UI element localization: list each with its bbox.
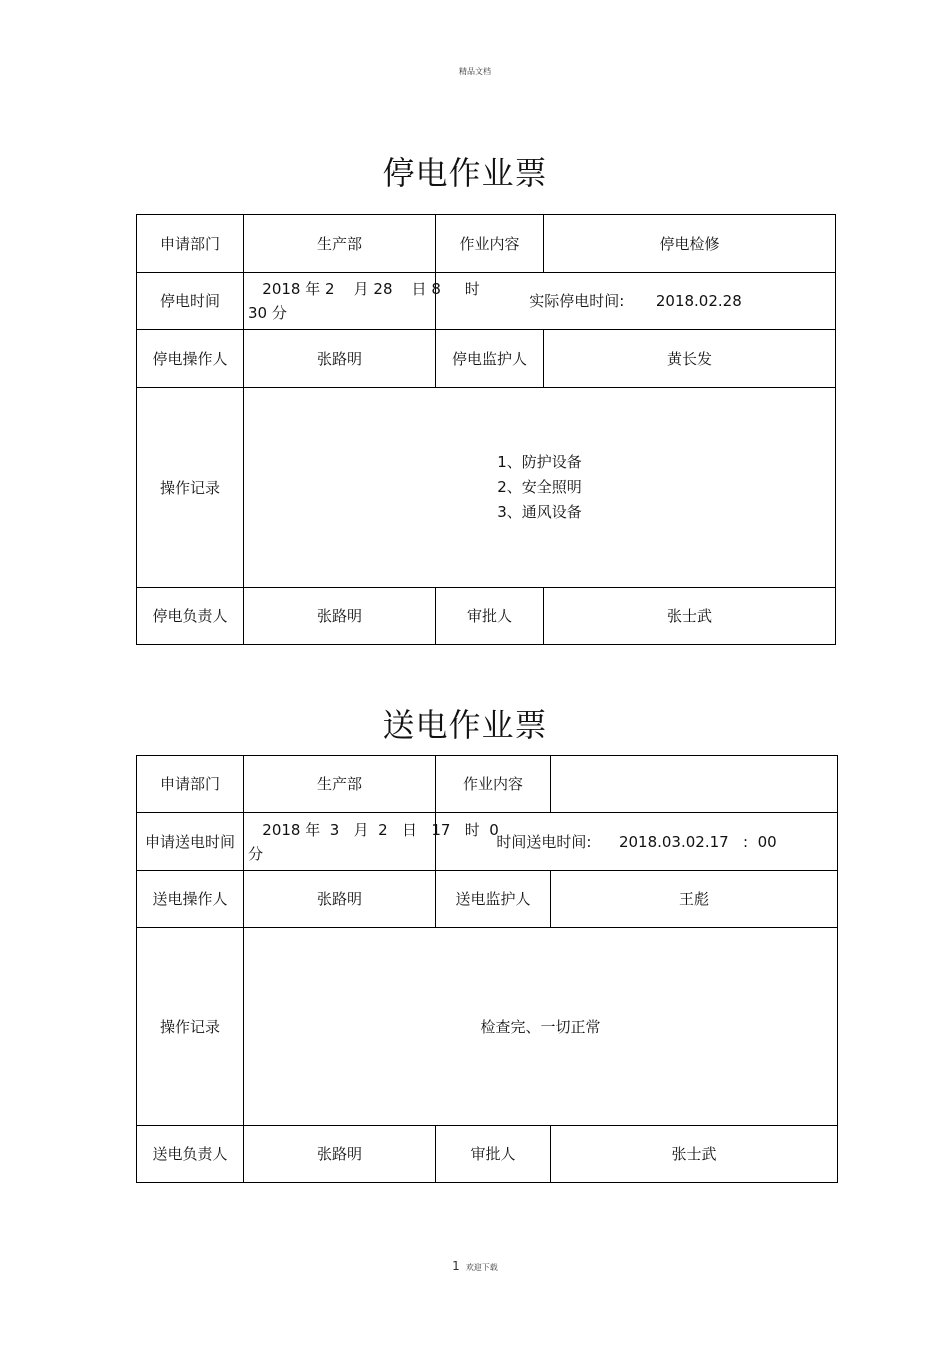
record-value: [244, 388, 836, 588]
operator-value: 张路明: [244, 871, 436, 928]
operator-label: 停电操作人: [137, 330, 244, 388]
record-item: 2、安全照明: [497, 478, 582, 496]
actual-time-value: 2018.03.02.17 : 00: [618, 832, 777, 851]
leader-value: 张路明: [244, 588, 436, 645]
leader-value: 张路明: [244, 1126, 436, 1183]
guardian-label: 停电监护人: [436, 330, 544, 388]
leader-label: 送电负责人: [137, 1126, 244, 1183]
approver-value: 张士武: [551, 1126, 838, 1183]
actual-time-label: 实际停电时间:: [529, 292, 625, 310]
page-number: 1: [452, 1259, 460, 1273]
footer-text: 欢迎下载: [465, 1263, 498, 1272]
content-value: 停电检修: [544, 215, 836, 273]
record-item: 1、防护设备: [497, 453, 582, 471]
guardian-label: 送电监护人: [436, 871, 551, 928]
time-value: [244, 813, 499, 871]
header-note: 精品文档: [459, 67, 491, 76]
record-label: 操作记录: [137, 928, 244, 1126]
content-value: [551, 756, 838, 813]
actual-time-label: 时间送电时间:: [496, 832, 592, 851]
record-value: 检查完、一切正常: [244, 928, 838, 1126]
time-label: 停电时间: [137, 273, 244, 330]
dept-value: 生产部: [244, 756, 436, 813]
power-off-ticket-title: 停电作业票: [382, 154, 548, 192]
operator-label: 送电操作人: [137, 871, 244, 928]
leader-label: 停电负责人: [137, 588, 244, 645]
record-label: 操作记录: [137, 388, 244, 588]
dept-label: 申请部门: [137, 215, 244, 273]
record-item: 3、通风设备: [497, 503, 582, 521]
guardian-value: 王彪: [551, 871, 838, 928]
operator-value: 张路明: [244, 330, 436, 388]
actual-time-value: 2018.02.28: [655, 292, 742, 310]
dept-label: 申请部门: [137, 756, 244, 813]
guardian-value: 黄长发: [544, 330, 836, 388]
actual-time-cell: [436, 273, 836, 330]
footer: [0, 1259, 950, 1273]
power-on-ticket-table: [136, 755, 838, 1183]
power-off-ticket-table: [136, 214, 836, 645]
time-value-line1: 2018 年 2 月 28 日 8 时: [248, 280, 480, 298]
time-value-line1: 2018 年 3 月 2 日 17 时 0: [248, 820, 499, 839]
time-value-line2: 30 分: [248, 304, 287, 322]
approver-label: 审批人: [436, 1126, 551, 1183]
time-value-line2: 分: [248, 844, 264, 863]
time-value: [244, 273, 480, 330]
record-list: [497, 450, 582, 525]
power-on-ticket-title: 送电作业票: [382, 706, 548, 744]
content-label: 作业内容: [436, 215, 544, 273]
time-label: 申请送电时间: [137, 813, 244, 871]
approver-label: 审批人: [436, 588, 544, 645]
content-label: 作业内容: [436, 756, 551, 813]
dept-value: 生产部: [244, 215, 436, 273]
approver-value: 张士武: [544, 588, 836, 645]
